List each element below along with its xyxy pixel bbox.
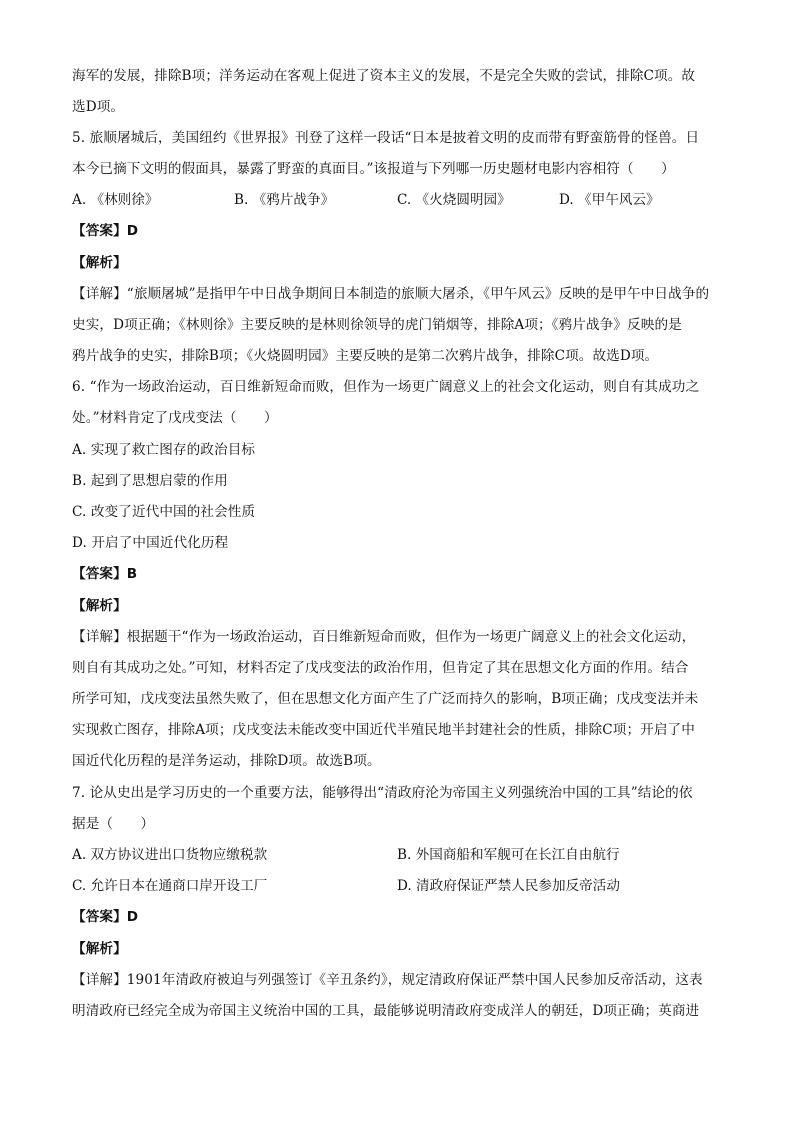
- question-7-stem: 据是（ ）: [72, 816, 155, 832]
- question-7-option-a: A. 双方协议进出口货物应缴税款: [72, 847, 268, 863]
- question-5-stem: 本今已摘下文明的假面具，暴露了野蛮的真面目。”该报道与下列哪一历史题材电影内容相符（ ）: [72, 161, 675, 177]
- explanation-line: 明清政府已经完全成为帝国主义统治中国的工具，最能够说明清政府变成洋人的朝廷，D项正确；英商进: [72, 1003, 700, 1019]
- answer-label: 【答案】D: [72, 909, 139, 925]
- explanation-line: 则自有其成功之处。”可知，材料否定了戊戌变法的政治作用，但肯定了其在思想文化方面的作用。结合: [72, 660, 689, 676]
- question-6-option-d: D. 开启了中国近代化历程: [72, 535, 229, 551]
- question-5-stem: 5. 旅顺屠城后，美国纽约《世界报》刊登了这样一段话“日本是披着文明的皮而带有野蛮筋骨的怪兽。日: [72, 130, 700, 146]
- explanation-line: 所学可知，戊戌变法虽然失败了，但在思想文化方面产生了广泛而持久的影响，B项正确；戊戌变法并未: [72, 691, 699, 707]
- question-5-option-d: D. 《甲午风云》: [559, 192, 660, 208]
- analysis-label: 【解析】: [72, 941, 127, 957]
- explanation-line: 国近代化历程的是洋务运动，排除D项。故选B项。: [72, 753, 381, 769]
- answer-label: 【答案】B: [72, 566, 138, 582]
- question-6-stem: 6. “作为一场政治运动，百日维新短命而败，但作为一场更广阔意义上的社会文化运动，则自有其成功之: [72, 379, 700, 395]
- text-line: 海军的发展，排除B项；洋务运动在客观上促进了资本主义的发展，不是完全失败的尝试，排除C项。故: [72, 68, 696, 84]
- text-line: 选D项。: [72, 99, 125, 115]
- question-6-option-a: A. 实现了救亡图存的政治目标: [72, 442, 256, 458]
- analysis-label: 【解析】: [72, 598, 127, 614]
- answer-label: 【答案】D: [72, 223, 139, 239]
- question-6-option-b: B. 起到了思想启蒙的作用: [72, 473, 228, 489]
- question-7-stem: 7. 论从史出是学习历史的一个重要方法，能够得出“清政府沦为帝国主义列强统治中国的工具”结论的依: [72, 785, 693, 801]
- analysis-label: 【解析】: [72, 255, 127, 271]
- question-7-option-d: D. 清政府保证严禁人民参加反帝活动: [397, 878, 620, 894]
- question-7-option-c: C. 允许日本在通商口岸开设工厂: [72, 878, 268, 894]
- explanation-line: 【详解】根据题干“作为一场政治运动，百日维新短命而败，但作为一场更广阔意义上的社会文化运动，: [72, 629, 696, 645]
- explanation-line: 史实，D项正确；《林则徐》主要反映的是林则徐领导的虎门销烟等，排除A项；《鸦片战争》反映的是: [72, 317, 682, 333]
- question-7-option-b: B. 外国商船和军舰可在长江自由航行: [397, 847, 620, 863]
- explanation-line: 【详解】“旅顺屠城”是指甲午中日战争期间日本制造的旅顺大屠杀，《甲午风云》反映的是甲午中日战争的: [72, 286, 710, 302]
- question-5-option-c: C. 《火烧圆明园》: [397, 192, 511, 208]
- question-5-option-a: A. 《林则徐》: [72, 192, 159, 208]
- question-6-stem: 处。”材料肯定了戊戌变法（ ）: [72, 410, 278, 426]
- question-6-option-c: C. 改变了近代中国的社会性质: [72, 504, 256, 520]
- explanation-line: 【详解】1901年清政府被迫与列强签订《辛丑条约》，规定清政府保证严禁中国人民参加反帝活动，这表: [72, 972, 703, 988]
- question-5-option-b: B. 《鸦片战争》: [234, 192, 335, 208]
- explanation-line: 鸦片战争的史实，排除B项；《火烧圆明园》主要反映的是第二次鸦片战争，排除C项。故选D项。: [72, 348, 659, 364]
- explanation-line: 实现救亡图存，排除A项；戊戌变法未能改变中国近代半殖民地半封建社会的性质，排除C项；开启了中: [72, 722, 695, 738]
